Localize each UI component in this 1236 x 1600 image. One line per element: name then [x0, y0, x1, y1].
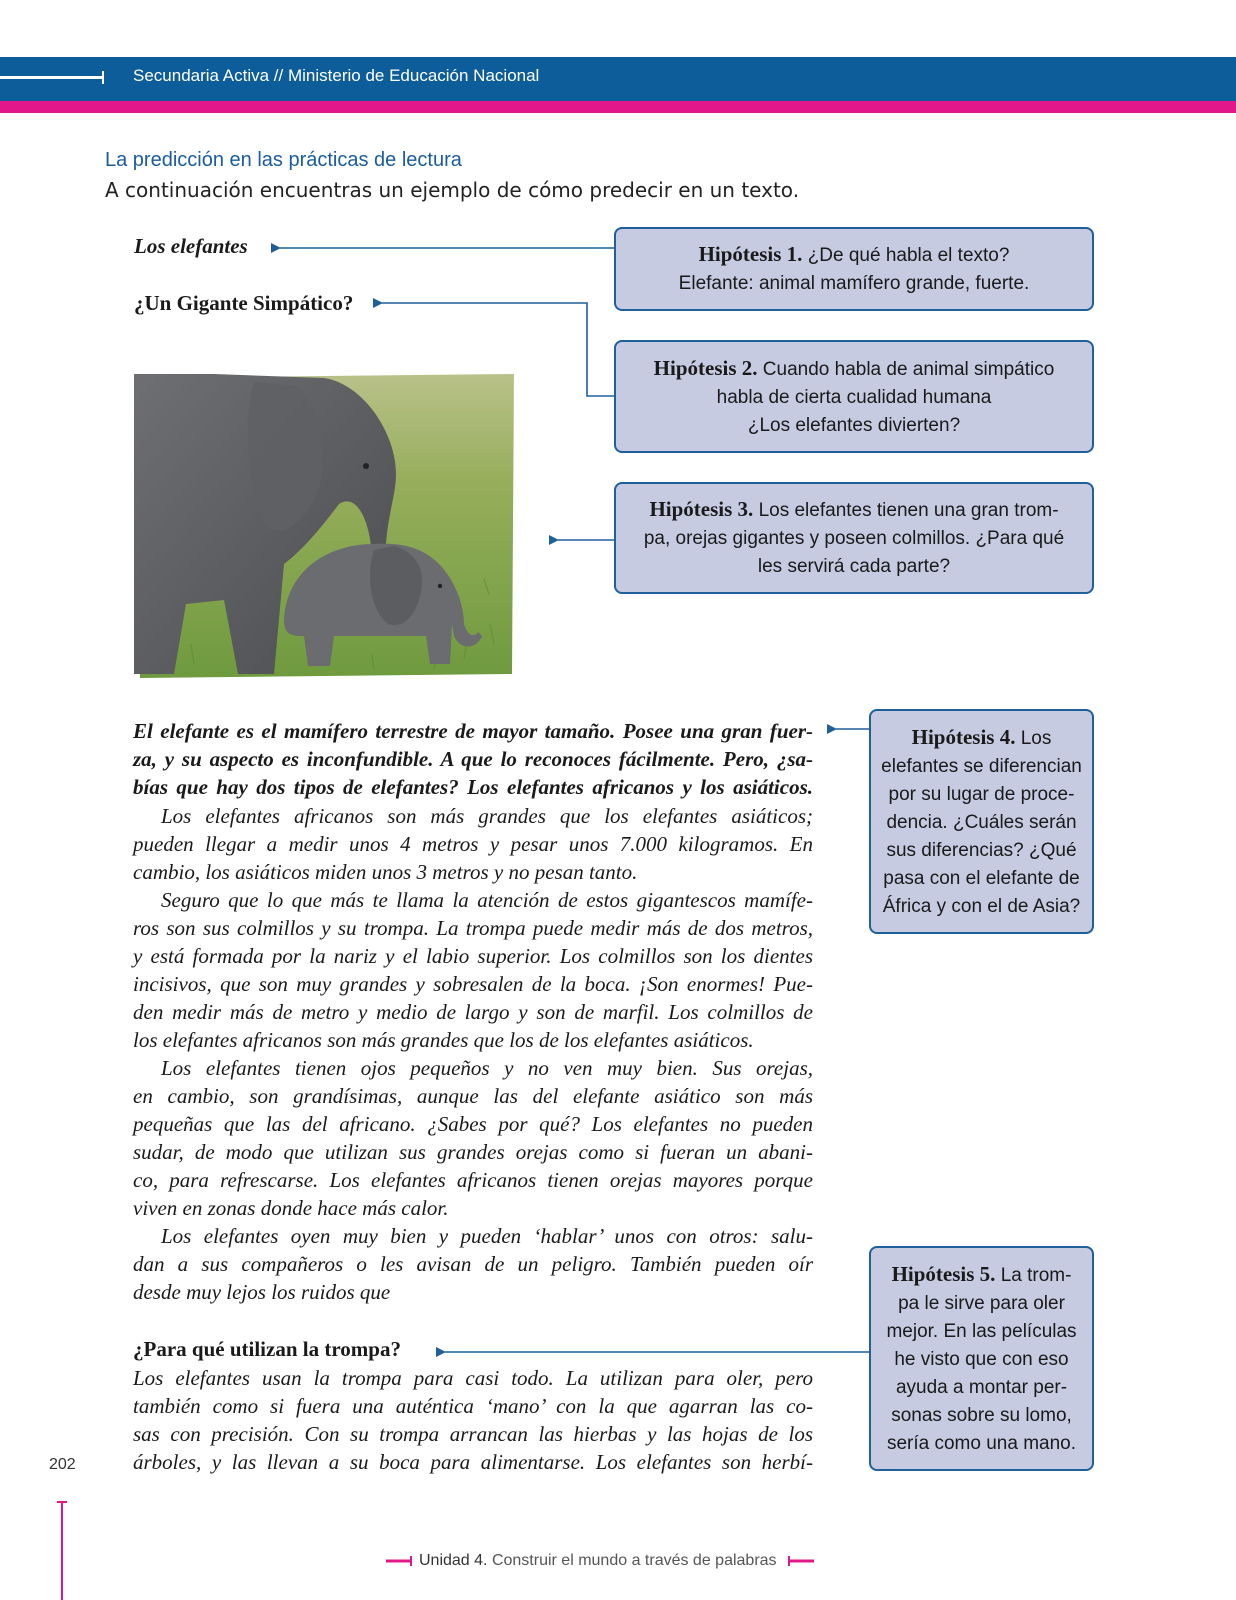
- text-line: El elefante es el mamífero terrestre de mayor tamaño. Posee una gran fuer-: [133, 719, 813, 743]
- hypothesis-label: Hipótesis 2.: [653, 355, 758, 380]
- hypothesis-label: Hipótesis 3.: [649, 497, 754, 521]
- hypothesis-line: pa, orejas gigantes y poseen colmillos. ¿Para qué: [643, 528, 1065, 549]
- article-subtitle: ¿Un Gigante Simpático?: [134, 291, 354, 315]
- hypothesis-box-2: Hipótesis 2. Cuando habla de animal simpático habla de cierta cualidad humana ¿Los elefantes divierten?: [614, 340, 1094, 453]
- text-line: incisivos, que son muy grandes y sobresalen de la boca. ¡Son enormes! Pue-: [133, 972, 813, 996]
- footer-title: Construir el mundo a través de palabras: [491, 1552, 777, 1569]
- hypothesis-line: les servirá cada parte?: [757, 556, 951, 577]
- hypothesis-line: pasa con el elefante de: [883, 867, 1080, 889]
- hypothesis-box-1: Hipótesis 1. ¿De qué habla el texto? Elefante: animal mamífero grande, fuerte.: [614, 227, 1094, 311]
- text-line: za, y su aspecto es inconfundible. A que lo reconoces fácilmente. Pero, ¿sa-: [133, 747, 813, 771]
- text-line: desde muy lejos los ruidos que: [133, 1280, 391, 1304]
- hypothesis-line: dencia. ¿Cuáles serán: [886, 811, 1077, 833]
- hypothesis-line: mejor. En las películas: [886, 1320, 1077, 1342]
- text-line: los elefantes africanos son más grandes que los de los elefantes asiáticos.: [133, 1028, 754, 1052]
- page-number: 202: [49, 1456, 76, 1473]
- hypothesis-line: sus diferencias? ¿Qué: [886, 839, 1077, 861]
- footer: [386, 1552, 777, 1570]
- hypothesis-line: habla de cierta cualidad humana: [716, 386, 992, 408]
- hypothesis-line: ayuda a montar per-: [895, 1376, 1068, 1398]
- text-line: dan a sus compañeros o les avisan de un peligro. También pueden oír: [133, 1252, 813, 1276]
- hypothesis-box-5: Hipótesis 5. La trom- pa le sirve para oler mejor. En las películas he visto que con eso ayuda a montar per- sonas sobre su lomo, sería como una mano.: [869, 1246, 1094, 1471]
- text-line: sas con precisión. Con su trompa arrancan las hierbas y las hojas de los: [133, 1422, 813, 1446]
- section-title: La predicción en las prácticas de lectura: [105, 149, 462, 171]
- section-intro: A continuación encuentras un ejemplo de cómo predecir en un texto.: [105, 178, 800, 202]
- header-text: Secundaria Activa // Ministerio de Educación Nacional: [133, 66, 540, 85]
- text-line: también como si fuera una auténtica ‘mano’ con la que agarran las co-: [133, 1394, 813, 1418]
- text-line: den medir más de metro y medio de largo y son de marfil. Los colmillos de: [133, 1000, 813, 1024]
- text-line: en cambio, son grandísimas, aunque las del elefante asiático son más: [133, 1084, 813, 1108]
- hypothesis-line: África y con el de Asia?: [882, 895, 1081, 917]
- text-line: sudar, de modo que utilizan sus grandes orejas como si fueran un abani-: [133, 1140, 813, 1164]
- text-line: pequeñas que las del africano. ¿Sabes por qué? Los elefantes no pueden: [133, 1112, 813, 1136]
- text-line: cambio, los asiáticos miden unos 3 metros y no pesan tanto.: [133, 860, 638, 884]
- hypothesis-line: pa le sirve para oler: [898, 1292, 1065, 1314]
- hypothesis-label: Hipótesis 1.: [698, 242, 803, 266]
- footer-unit: Unidad 4.: [419, 1552, 488, 1569]
- elephant-photo: [134, 374, 516, 678]
- text-line: ros son sus colmillos y su trompa. La trompa puede medir más de dos metros,: [133, 916, 813, 940]
- hypothesis-box-3: Hipótesis 3. Los elefantes tienen una gran trom- pa, orejas gigantes y poseen colmillos. ¿Para qué les servirá cada parte?: [614, 482, 1094, 594]
- text-line: Los elefantes africanos son más grandes que los elefantes asiáticos;: [161, 804, 813, 828]
- text-line: Los elefantes usan la trompa para casi todo. La utilizan para oler, pero: [133, 1366, 813, 1390]
- article-lead: [133, 717, 813, 801]
- hypothesis-line: ¿Los elefantes divierten?: [747, 414, 961, 436]
- hypothesis-line: he visto que con eso: [894, 1348, 1069, 1370]
- hypothesis-line: sería como una mano.: [886, 1432, 1077, 1454]
- hypothesis-line: sonas sobre su lomo,: [891, 1404, 1072, 1426]
- hypothesis-label: Hipótesis 4.: [911, 724, 1016, 749]
- text-line: co, para refrescarse. Los elefantes africanos tienen orejas mayores porque: [133, 1168, 813, 1192]
- text-line: Los elefantes tienen ojos pequeños y no ven muy bien. Sus orejas,: [161, 1056, 813, 1080]
- hypothesis-box-4: Hipótesis 4. Los elefantes se diferencian por su lugar de proce- dencia. ¿Cuáles serán sus diferencias? ¿Qué pasa con el elefante de África y con el de Asia?: [869, 709, 1094, 934]
- hypothesis-line: Elefante: animal mamífero grande, fuerte.: [678, 273, 1030, 294]
- text-line: Seguro que lo que más te llama la atención de estos gigantescos mamífe-: [161, 888, 813, 912]
- text-line: viven en zonas donde hace más calor.: [133, 1196, 449, 1220]
- hypothesis-label: Hipótesis 5.: [891, 1261, 996, 1286]
- article-body: [133, 802, 813, 1306]
- article-question-heading: ¿Para qué utilizan la trompa?: [133, 1337, 401, 1361]
- text-line: bías que hay dos tipos de elefantes? Los elefantes africanos y los asiáticos.: [133, 775, 813, 799]
- article-question-text: [133, 1364, 813, 1476]
- hypothesis-line: por su lugar de proce-: [888, 783, 1075, 805]
- article-title: Los elefantes: [134, 234, 248, 258]
- hypothesis-line: elefantes se diferencian: [881, 755, 1082, 777]
- text-line: árboles, y las llevan a su boca para alimentarse. Los elefantes son herbí-: [133, 1450, 813, 1474]
- text-line: Los elefantes oyen muy bien y pueden ‘hablar’ unos con otros: salu-: [161, 1224, 813, 1248]
- text-line: pueden llegar a medir unos 4 metros y pesar unos 7.000 kilogramos. En: [133, 832, 813, 856]
- text-line: y está formada por la nariz y el labio superior. Los colmillos son los dientes: [133, 944, 813, 968]
